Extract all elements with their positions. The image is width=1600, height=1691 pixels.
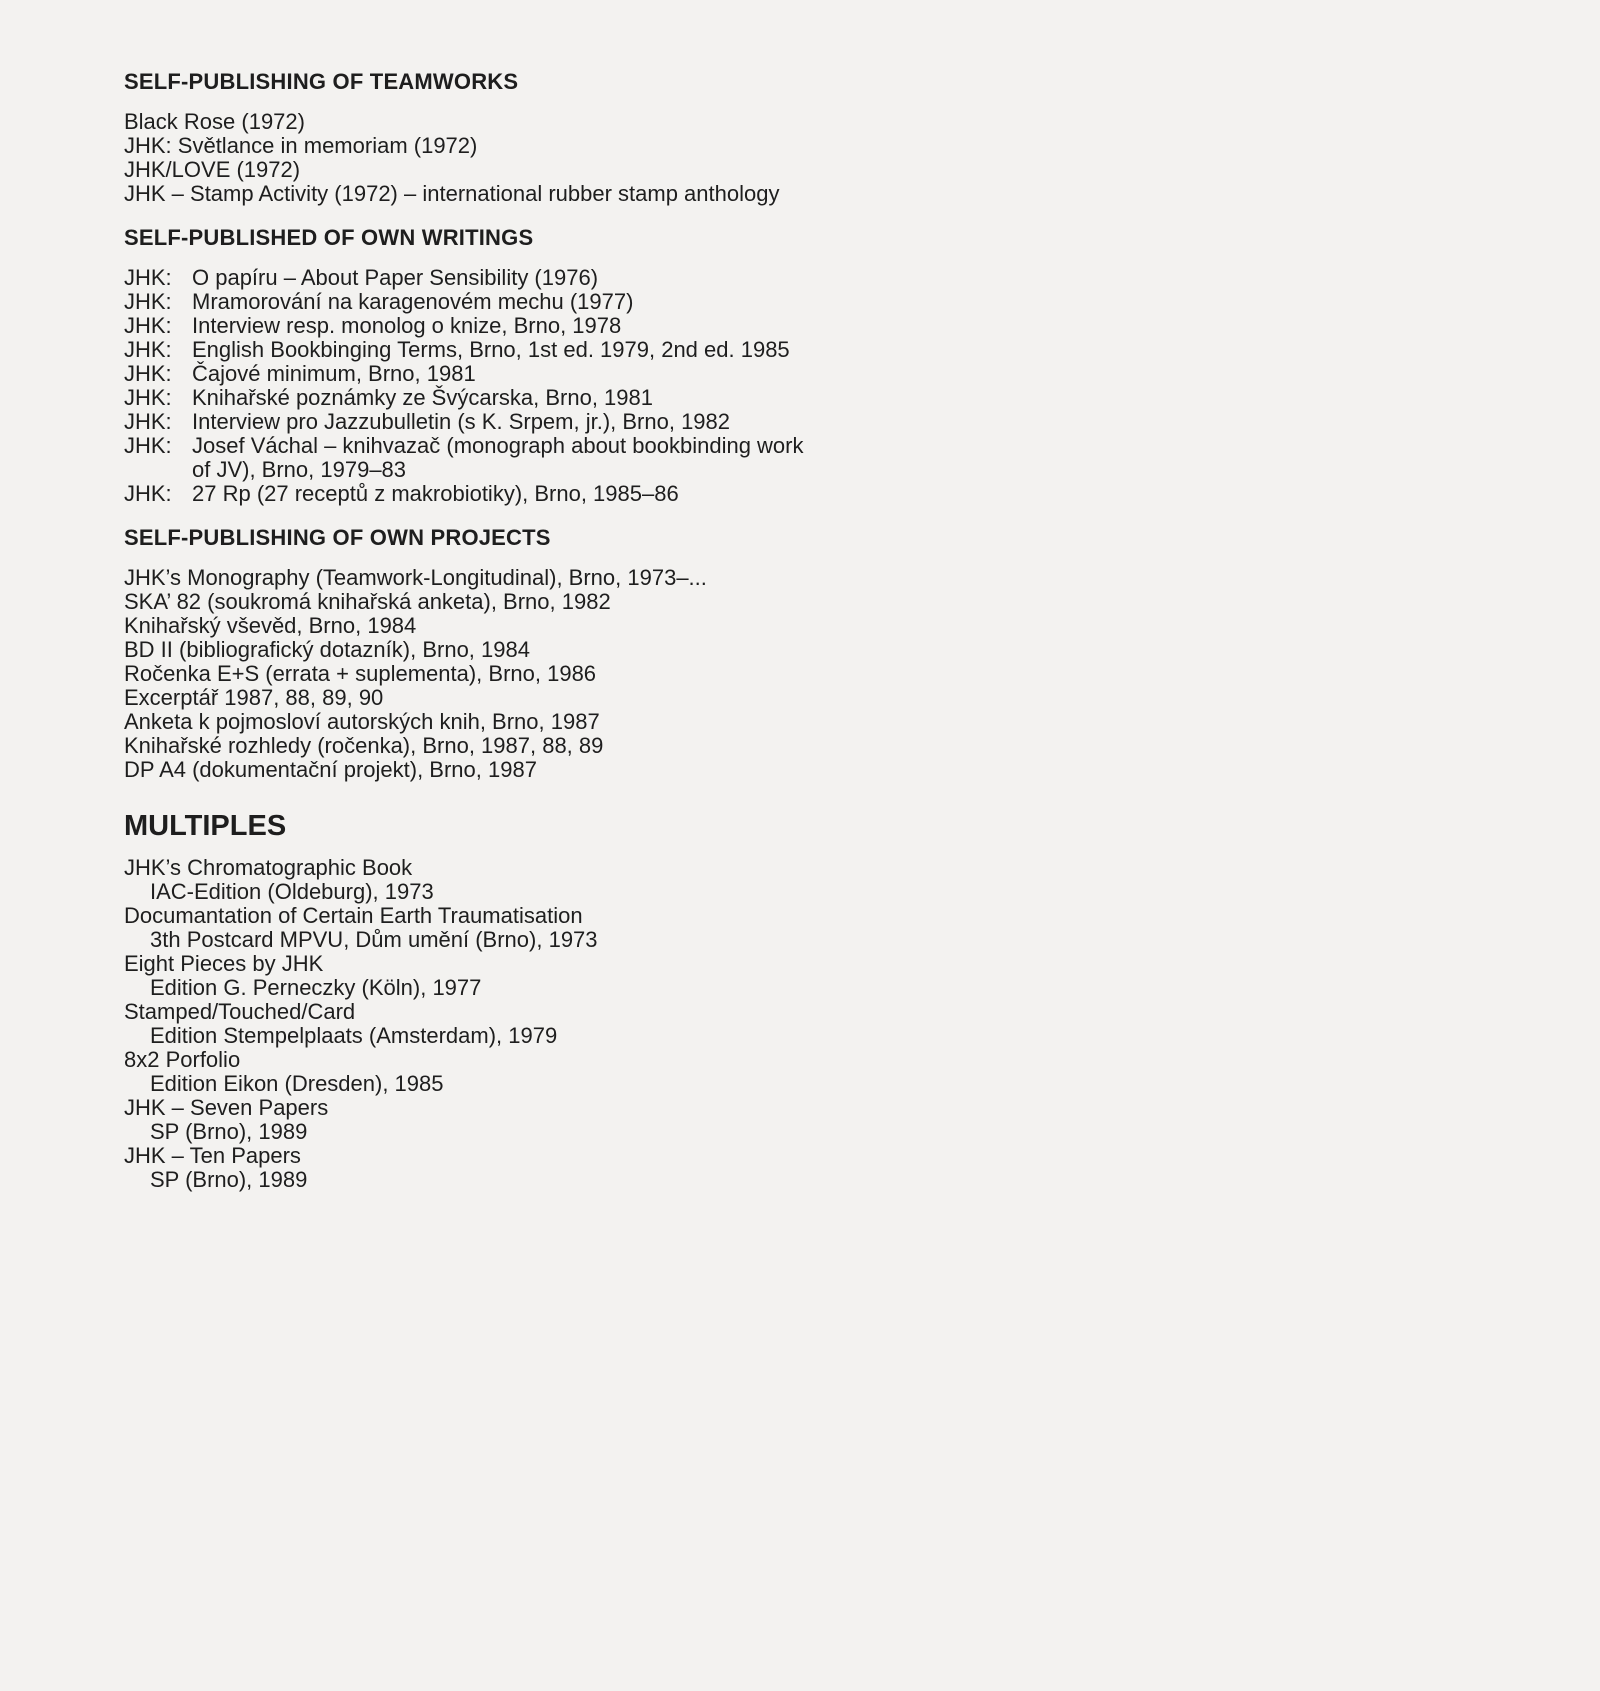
author-prefix: JHK: bbox=[124, 361, 172, 386]
list-item bbox=[124, 1096, 804, 1144]
author-prefix: JHK: bbox=[124, 409, 172, 434]
list-item: Excerptář 1987, 88, 89, 90 bbox=[124, 685, 384, 710]
list-item: JHK: Světlance in memoriam (1972) bbox=[124, 133, 478, 158]
document-page bbox=[124, 68, 804, 1192]
list-item: BD II (bibliografický dotazník), Brno, 1984 bbox=[124, 637, 530, 662]
multiple-title: Documantation of Certain Earth Traumatisation bbox=[124, 903, 583, 928]
multiple-edition: 3th Postcard MPVU, Dům umění (Brno), 1973 bbox=[150, 927, 598, 952]
list-item bbox=[124, 266, 804, 290]
item-text: Čajové minimum, Brno, 1981 bbox=[192, 361, 476, 386]
writings-list bbox=[124, 266, 804, 506]
list-item: Black Rose (1972) bbox=[124, 109, 305, 134]
writings-section bbox=[124, 224, 804, 506]
list-item bbox=[124, 1000, 804, 1048]
teamworks-list bbox=[124, 110, 804, 206]
item-text: O papíru – About Paper Sensibility (1976) bbox=[192, 265, 599, 290]
author-prefix: JHK: bbox=[124, 385, 172, 410]
section-heading-teamworks: SELF-PUBLISHING OF TEAMWORKS bbox=[124, 69, 519, 94]
multiple-edition: Edition Stempelplaats (Amsterdam), 1979 bbox=[150, 1023, 558, 1048]
list-item bbox=[124, 290, 804, 314]
projects-list bbox=[124, 566, 804, 782]
author-prefix: JHK: bbox=[124, 265, 172, 290]
item-text: Interview pro Jazzubulletin (s K. Srpem, jr.), Brno, 1982 bbox=[192, 409, 731, 434]
author-prefix: JHK: bbox=[124, 289, 172, 314]
author-prefix: JHK: bbox=[124, 337, 172, 362]
section-heading-multiples: MULTIPLES bbox=[124, 810, 287, 842]
author-prefix: JHK: bbox=[124, 313, 172, 338]
list-item bbox=[124, 338, 804, 362]
multiple-title: JHK – Ten Papers bbox=[124, 1143, 301, 1168]
author-prefix: JHK: bbox=[124, 433, 172, 458]
item-text: Knihařské poznámky ze Švýcarska, Brno, 1981 bbox=[192, 385, 654, 410]
multiple-title: JHK’s Chromatographic Book bbox=[124, 855, 413, 880]
list-item bbox=[124, 434, 804, 482]
multiple-title: Stamped/Touched/Card bbox=[124, 999, 356, 1024]
list-item bbox=[124, 362, 804, 386]
list-item bbox=[124, 1144, 804, 1192]
list-item bbox=[124, 904, 804, 952]
list-item: Knihařský vševěd, Brno, 1984 bbox=[124, 613, 417, 638]
list-item bbox=[124, 410, 804, 434]
multiple-edition: SP (Brno), 1989 bbox=[150, 1119, 308, 1144]
multiples-list bbox=[124, 856, 804, 1192]
teamworks-section bbox=[124, 68, 804, 206]
author-prefix: JHK: bbox=[124, 481, 172, 506]
multiple-title: Eight Pieces by JHK bbox=[124, 951, 324, 976]
projects-section bbox=[124, 524, 804, 782]
list-item: Ročenka E+S (errata + suplementa), Brno, 1986 bbox=[124, 661, 597, 686]
multiple-title: 8x2 Porfolio bbox=[124, 1047, 241, 1072]
section-heading-projects: SELF-PUBLISHING OF OWN PROJECTS bbox=[124, 525, 551, 550]
list-item: JHK’s Monography (Teamwork-Longitudinal), Brno, 1973–... bbox=[124, 565, 707, 590]
item-text: Mramorování na karagenovém mechu (1977) bbox=[192, 289, 634, 314]
multiples-section bbox=[124, 808, 804, 1192]
list-item: DP A4 (dokumentační projekt), Brno, 1987 bbox=[124, 757, 537, 782]
list-item bbox=[124, 952, 804, 1000]
list-item bbox=[124, 856, 804, 904]
section-heading-writings: SELF-PUBLISHED OF OWN WRITINGS bbox=[124, 225, 534, 250]
item-text: Interview resp. monolog o knize, Brno, 1978 bbox=[192, 313, 622, 338]
list-item bbox=[124, 386, 804, 410]
list-item: SKA’ 82 (soukromá knihařská anketa), Brno, 1982 bbox=[124, 589, 611, 614]
list-item: Anketa k pojmosloví autorských knih, Brno, 1987 bbox=[124, 709, 600, 734]
list-item bbox=[124, 1048, 804, 1096]
multiple-edition: Edition G. Perneczky (Köln), 1977 bbox=[150, 975, 482, 1000]
item-text: Josef Váchal – knihvazač (monograph about bookbinding work of JV), Brno, 1979–83 bbox=[192, 433, 804, 482]
list-item: JHK – Stamp Activity (1972) – international rubber stamp anthology bbox=[124, 181, 780, 206]
list-item bbox=[124, 482, 804, 506]
multiple-title: JHK – Seven Papers bbox=[124, 1095, 329, 1120]
multiple-edition: SP (Brno), 1989 bbox=[150, 1167, 308, 1192]
item-text: 27 Rp (27 receptů z makrobiotiky), Brno, 1985–86 bbox=[192, 481, 679, 506]
multiple-edition: Edition Eikon (Dresden), 1985 bbox=[150, 1071, 444, 1096]
list-item bbox=[124, 314, 804, 338]
list-item: Knihařské rozhledy (ročenka), Brno, 1987, 88, 89 bbox=[124, 733, 604, 758]
item-text: English Bookbinging Terms, Brno, 1st ed. 1979, 2nd ed. 1985 bbox=[192, 337, 790, 362]
multiple-edition: IAC-Edition (Oldeburg), 1973 bbox=[150, 879, 434, 904]
list-item: JHK/LOVE (1972) bbox=[124, 157, 301, 182]
